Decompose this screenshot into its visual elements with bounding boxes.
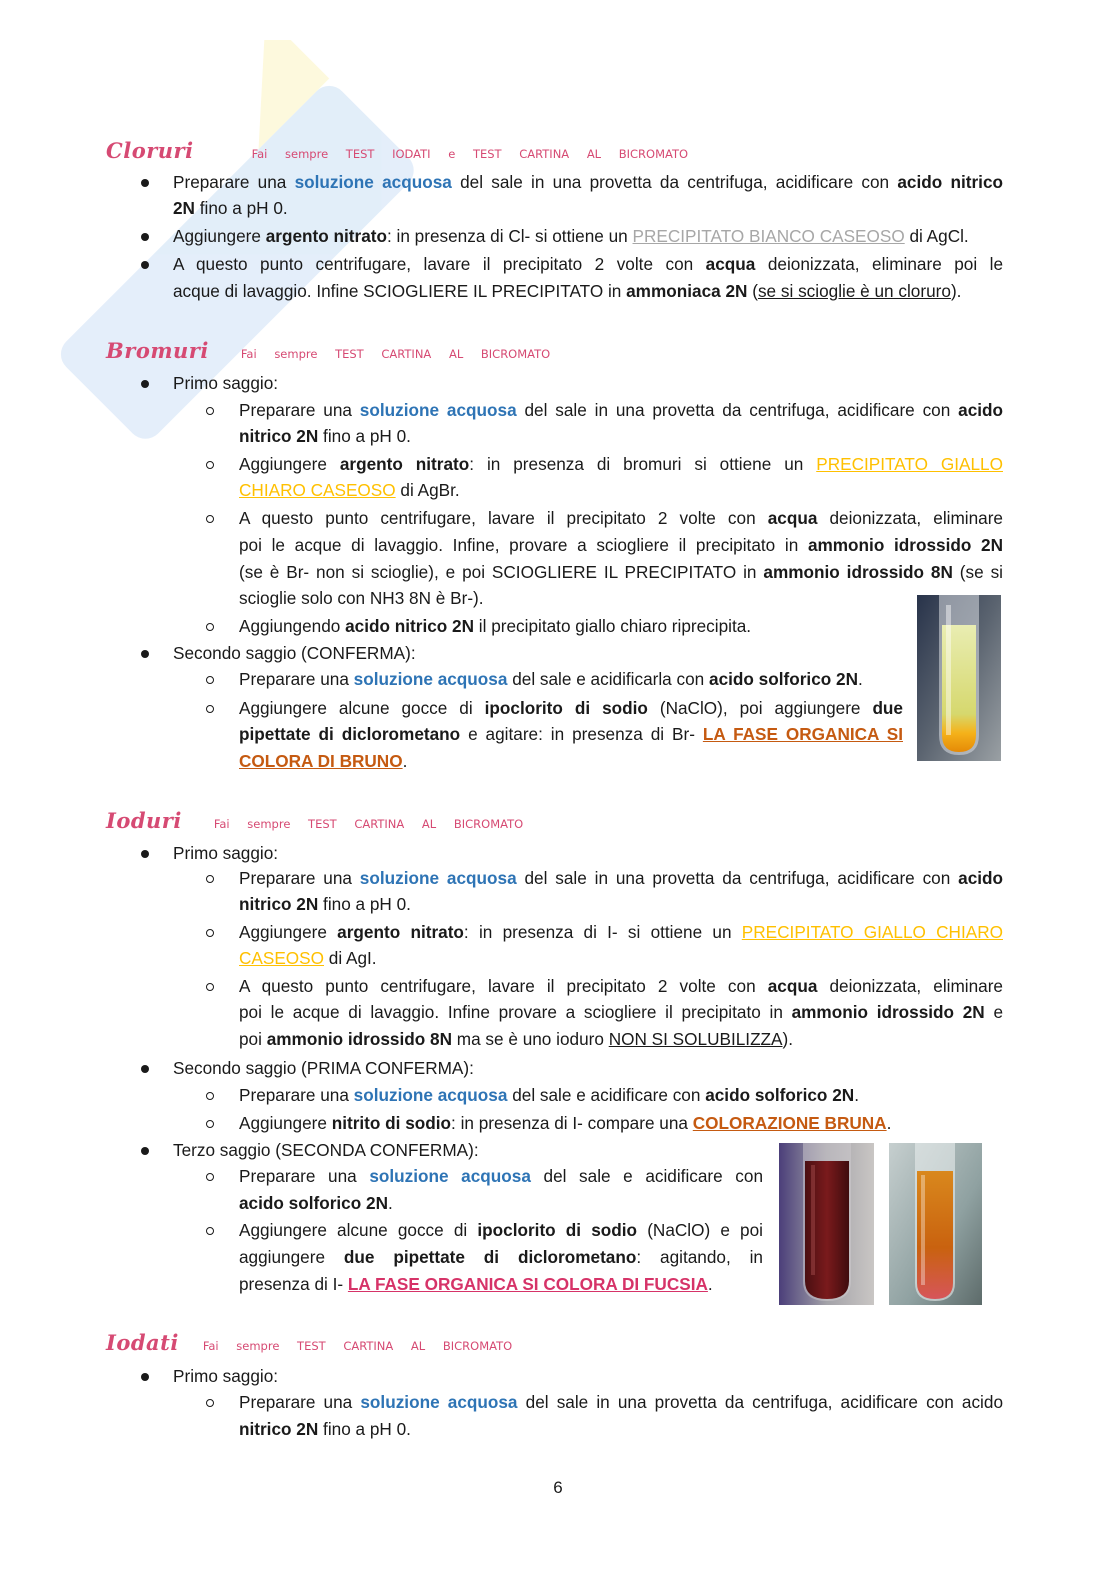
section-title: Cloruri: [106, 138, 194, 163]
list-item: Preparare una soluzione acquosa del sale in una provetta da centrifuga, acidificare con acido nitrico: [173, 172, 1003, 192]
list-item: Preparare una soluzione acquosa del sale in una provetta da centrifuga, acidificare con acido: [239, 868, 1003, 888]
list-item-cont: nitrico 2N fino a pH 0.: [239, 894, 411, 914]
list-item: A questo punto centrifugare, lavare il precipitato 2 volte con acqua deionizzata, eliminare poi le: [173, 254, 1003, 274]
bullet: [141, 650, 149, 658]
saggio-label: Primo saggio:: [173, 1366, 279, 1386]
list-item: Aggiungere alcune gocce di ipoclorito di sodio (NaClO) e poi: [239, 1220, 763, 1240]
list-item: Preparare una soluzione acquosa del sale in una provetta da centrifuga, acidificare con acido: [239, 1392, 1003, 1412]
list-item-cont: presenza di I- LA FASE ORGANICA SI COLORA DI FUCSIA.: [239, 1274, 713, 1294]
sub-bullet: [206, 1399, 214, 1407]
sub-bullet: [206, 623, 214, 631]
list-item-cont: acido solforico 2N.: [239, 1193, 393, 1213]
list-item-cont: poi le acque di lavaggio. Infine provare a sciogliere il precipitato in ammonio idrossido 2N e: [239, 1002, 1003, 1022]
saggio-label: Secondo saggio (CONFERMA):: [173, 643, 416, 663]
section-note: Fai sempre TEST CARTINA AL BICROMATO: [202, 1339, 513, 1353]
list-item-cont: nitrico 2N fino a pH 0.: [239, 426, 411, 446]
photo-iodide-test-tube-orange: [889, 1143, 982, 1305]
bullet: [141, 233, 149, 241]
list-item-cont: CHIARO CASEOSO di AgBr.: [239, 480, 460, 500]
bullet: [141, 179, 149, 187]
bullet: [141, 850, 149, 858]
section-heading-bromuri: [106, 338, 550, 363]
sub-bullet: [206, 1120, 214, 1128]
section-note: Fai sempre TEST CARTINA AL BICROMATO: [213, 817, 524, 831]
sub-bullet: [206, 461, 214, 469]
section-title: Bromuri: [106, 338, 209, 363]
list-item: A questo punto centrifugare, lavare il precipitato 2 volte con acqua deionizzata, eliminare: [239, 508, 1003, 528]
list-item-cont: aggiungere due pipettate di diclorometano: agitando, in: [239, 1247, 763, 1267]
sub-bullet: [206, 875, 214, 883]
list-item: A questo punto centrifugare, lavare il precipitato 2 volte con acqua deionizzata, eliminare: [239, 976, 1003, 996]
sub-bullet: [206, 515, 214, 523]
photo-iodide-test-tube-red: [779, 1143, 874, 1305]
list-item-cont: 2N fino a pH 0.: [173, 198, 288, 218]
bullet: [141, 1065, 149, 1073]
list-item-cont: nitrico 2N fino a pH 0.: [239, 1419, 411, 1439]
bullet: [141, 261, 149, 269]
saggio-label: Terzo saggio (SECONDA CONFERMA):: [173, 1140, 479, 1160]
list-item-cont: (se è Br- non si scioglie), e poi SCIOGLIERE IL PRECIPITATO in ammonio idrossido 8N (se si: [239, 562, 1003, 582]
section-heading-cloruri: [106, 138, 688, 163]
section-note: Fai sempre TEST CARTINA AL BICROMATO: [240, 347, 551, 361]
list-item: Aggiungere argento nitrato: in presenza di Cl- si ottiene un PRECIPITATO BIANCO CASEOSO di AgCl.: [173, 226, 969, 246]
sub-bullet: [206, 705, 214, 713]
list-item: Preparare una soluzione acquosa del sale e acidificare con: [239, 1166, 763, 1186]
list-item: Preparare una soluzione acquosa del sale e acidificarla con acido solforico 2N.: [239, 669, 863, 689]
bullet: [141, 1147, 149, 1155]
sub-bullet: [206, 1092, 214, 1100]
list-item-cont: poi ammonio idrossido 8N ma se è uno ioduro NON SI SOLUBILIZZA).: [239, 1029, 794, 1049]
list-item-cont: poi le acque di lavaggio. Infine, provare a sciogliere il precipitato in ammonio idrossido 2N: [239, 535, 1003, 555]
sub-bullet: [206, 1227, 214, 1235]
section-heading-iodati: [106, 1330, 512, 1355]
list-item: Aggiungere argento nitrato: in presenza di bromuri si ottiene un PRECIPITATO GIALLO: [239, 454, 1003, 474]
list-item: Aggiungere nitrito di sodio: in presenza di I- compare una COLORAZIONE BRUNA.: [239, 1113, 892, 1133]
list-item: Aggiungere argento nitrato: in presenza di I- si ottiene un PRECIPITATO GIALLO CHIARO: [239, 922, 1003, 942]
list-item: Aggiungere alcune gocce di ipoclorito di sodio (NaClO), poi aggiungere due: [239, 698, 903, 718]
list-item: Aggiungendo acido nitrico 2N il precipitato giallo chiaro riprecipita.: [239, 616, 752, 636]
section-heading-ioduri: [106, 808, 523, 833]
list-item-cont: CASEOSO di AgI.: [239, 948, 377, 968]
sub-bullet: [206, 1173, 214, 1181]
list-item: Preparare una soluzione acquosa del sale e acidificare con acido solforico 2N.: [239, 1085, 859, 1105]
bullet: [141, 1373, 149, 1381]
sub-bullet: [206, 676, 214, 684]
page-number: 6: [553, 1478, 563, 1497]
list-item-cont: COLORA DI BRUNO.: [239, 751, 408, 771]
section-title: Ioduri: [106, 808, 182, 833]
saggio-label: Secondo saggio (PRIMA CONFERMA):: [173, 1058, 474, 1078]
list-item-cont: scioglie solo con NH3 8N è Br-).: [239, 588, 484, 608]
section-title: Iodati: [106, 1330, 179, 1355]
list-item-cont: acque di lavaggio. Infine SCIOGLIERE IL PRECIPITATO in ammoniaca 2N (se si scioglie è un cloruro).: [173, 281, 962, 301]
section-note: Fai sempre TEST IODATI e TEST CARTINA AL BICROMATO: [251, 147, 689, 161]
bullet: [141, 380, 149, 388]
saggio-label: Primo saggio:: [173, 373, 279, 393]
photo-bromide-test-tube: [917, 595, 1001, 761]
list-item: Preparare una soluzione acquosa del sale in una provetta da centrifuga, acidificare con acido: [239, 400, 1003, 420]
sub-bullet: [206, 929, 214, 937]
list-item-cont: pipettate di diclorometano e agitare: in presenza di Br- LA FASE ORGANICA SI: [239, 724, 903, 744]
saggio-label: Primo saggio:: [173, 843, 279, 863]
sub-bullet: [206, 983, 214, 991]
sub-bullet: [206, 407, 214, 415]
